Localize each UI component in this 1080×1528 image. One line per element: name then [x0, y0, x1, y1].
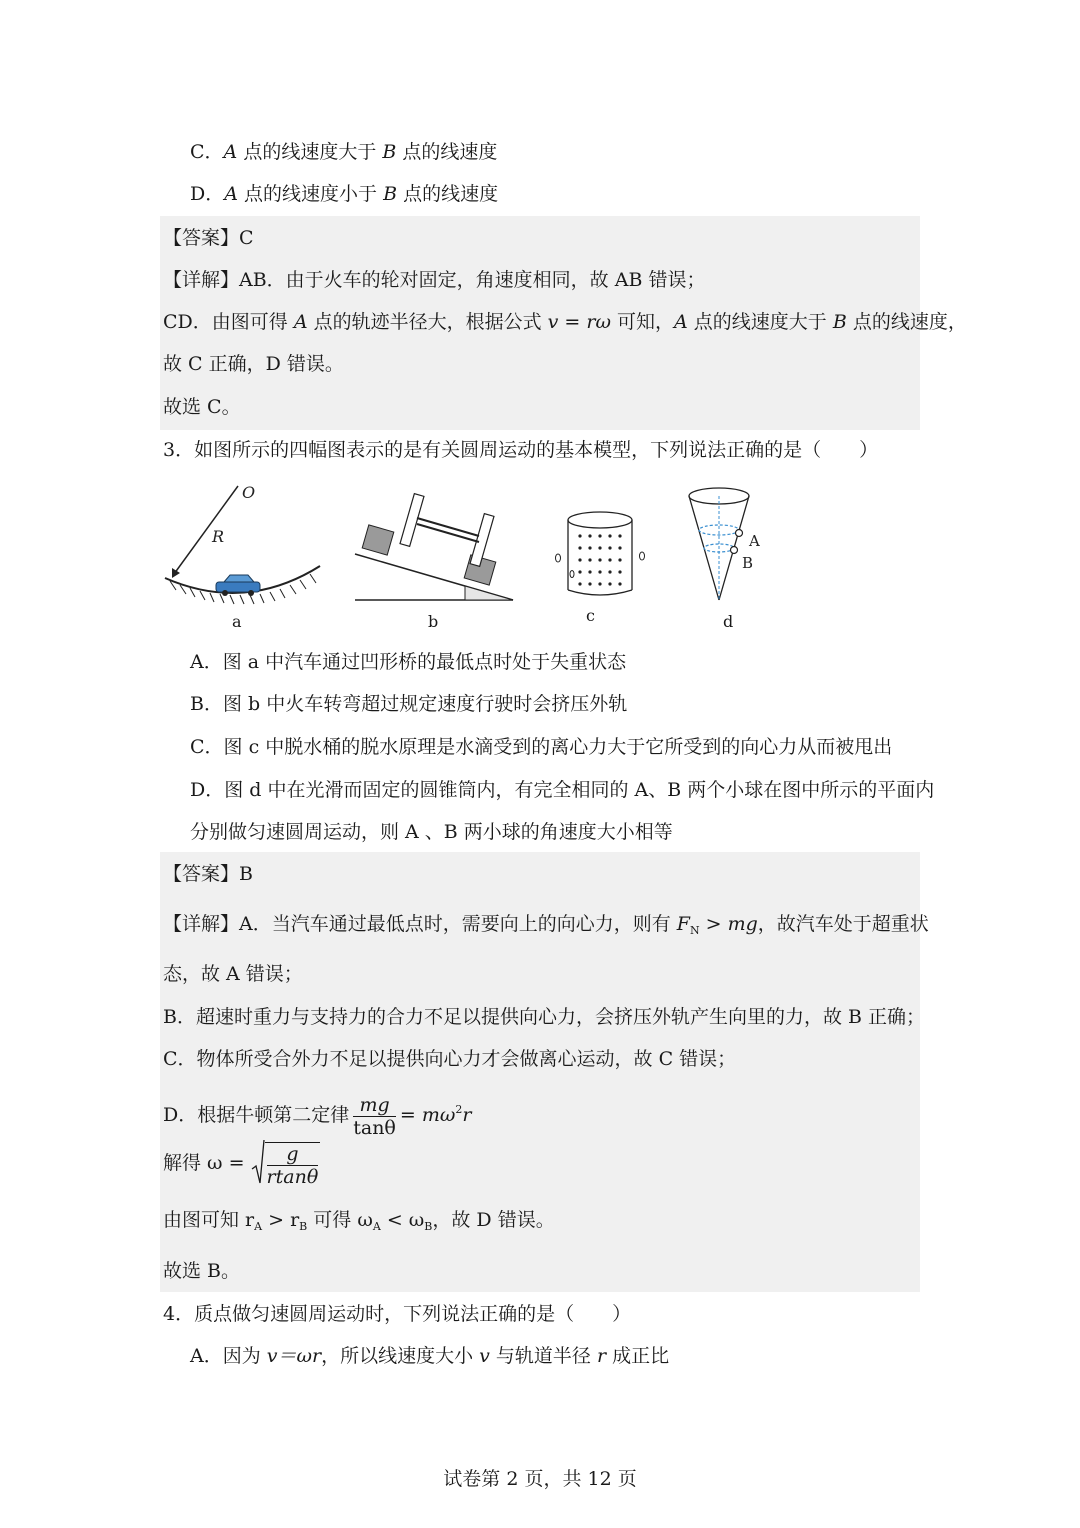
q3-choose: 故选 B。 — [163, 1260, 241, 1282]
q2-detail-1: 【详解】AB．由于火车的轮对固定，角速度相同，故 AB 错误； — [163, 269, 706, 291]
sqrt-sign-icon — [251, 1139, 265, 1185]
q4-option-a: A．因为 v＝ωr，所以线速度大小 v 与轨道半径 r 成正比 — [190, 1345, 670, 1367]
q3-figures — [150, 478, 800, 608]
figure-label-c: c — [586, 606, 595, 625]
q3-stem: 3．如图所示的四幅图表示的是有关圆周运动的基本模型，下列说法正确的是（ ） — [163, 439, 879, 461]
figure-b-banked-track — [355, 494, 513, 600]
q3-option-a: A．图 a 中汽车通过凹形桥的最低点时处于失重状态 — [190, 651, 627, 673]
page-footer: 试卷第 2 页，共 12 页 — [443, 1468, 637, 1490]
q3-detail-a-line2: 态，故 A 错误； — [163, 963, 303, 985]
figure-d-cone — [689, 488, 749, 600]
q3-detail-a-line1: 【详解】A．当汽车通过最低点时，需要向上的向心力，则有 $F_N$ > mg，故汽车处于超重状 — [163, 913, 929, 937]
q2-detail-2: CD．由图可得 A 点的轨迹半径大，根据公式 v = rω 可知，A 点的线速度大于 B 点的线速度， — [163, 311, 967, 333]
q3-detail-d: D．根据牛顿第二定律 $\frac{mg}{\tan\theta}$ = $m\omega^2r$ — [163, 1093, 472, 1139]
q2-answer: 【答案】C — [163, 227, 254, 249]
q3-solve: 解得 ω = $\frac{g}{rtan\theta}$ — [163, 1138, 320, 1189]
q3-option-d-line2: 分别做匀速圆周运动，则 A 、B 两小球的角速度大小相等 — [190, 821, 673, 843]
q2-detail-4: 故选 C。 — [163, 396, 241, 418]
figure-label-a: a — [232, 612, 242, 631]
label-B: B — [742, 554, 754, 572]
q3-option-d-line1: D．图 d 中在光滑而固定的圆锥筒内，有完全相同的 A、B 两个小球在图中所示的平面内 — [190, 779, 935, 801]
sqrt-expression: $\frac{g}{rtan\theta}$ — [251, 1139, 321, 1189]
q3-option-c: C．图 c 中脱水桶的脱水原理是水滴受到的离心力大于它所受到的向心力从而被甩出 — [190, 736, 893, 758]
q3-answer: 【答案】B — [163, 863, 253, 885]
q2-option-d: D．A 点的线速度小于 B 点的线速度 — [190, 183, 499, 205]
q3-detail-b: B．超速时重力与支持力的合力不足以提供向心力，会挤压外轨产生向里的力，故 B 正确； — [163, 1006, 926, 1028]
q2-detail-3: 故 C 正确，D 错误。 — [163, 353, 344, 375]
q4-stem: 4．质点做匀速圆周运动时，下列说法正确的是（ ） — [163, 1303, 632, 1325]
fraction-mg-tan: $\frac{mg}{\tan\theta}$ — [353, 1093, 396, 1139]
label-R: R — [212, 527, 225, 546]
q3-detail-d-conclusion: 由图可知 $r_A > r_B$ 可得 $\omega_A < \omega_B$，故 D 错误。 — [163, 1209, 555, 1233]
label-A: A — [749, 532, 760, 550]
q3-detail-c: C．物体所受合外力不足以提供向心力才会做离心运动，故 C 错误； — [163, 1048, 737, 1070]
figure-a-concave-bridge — [165, 486, 320, 604]
figure-label-b: b — [428, 612, 439, 631]
q3-option-b: B．图 b 中火车转弯超过规定速度行驶时会挤压外轨 — [190, 693, 628, 715]
label-O: O — [242, 483, 256, 502]
q2-option-c: C．A 点的线速度大于 B 点的线速度 — [190, 141, 498, 163]
figure-c-dryer-drum — [556, 512, 645, 595]
figure-label-d: d — [723, 612, 734, 631]
